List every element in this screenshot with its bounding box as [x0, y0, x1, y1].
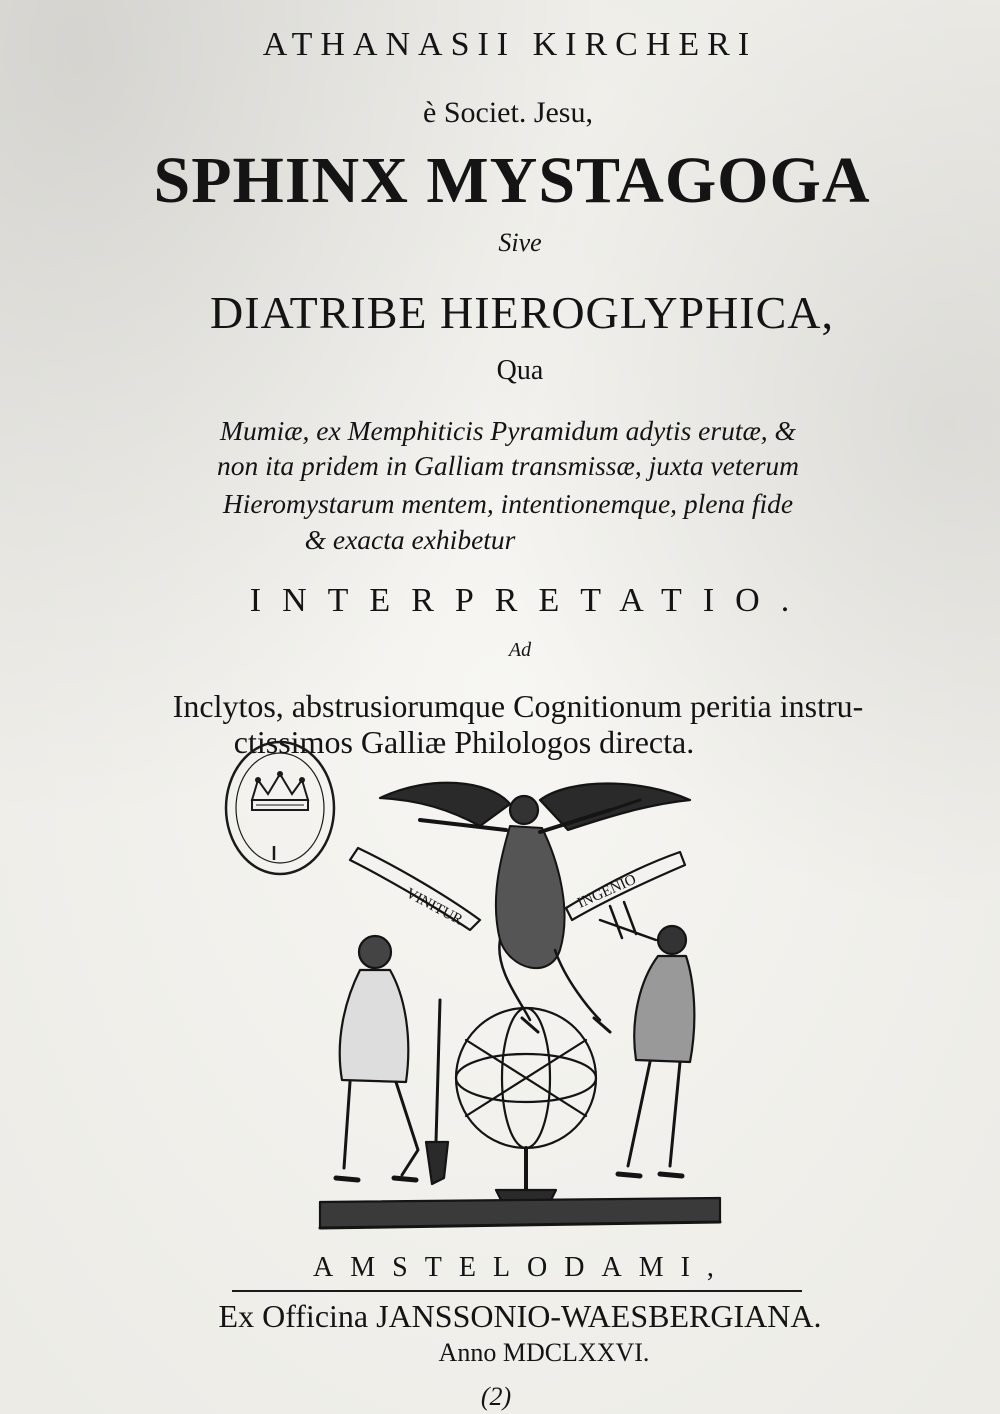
banner-right-text: INGENIO [575, 871, 639, 912]
dedication-line: Inclytos, abstrusiorumque Cognitionum peritia instru- [172, 688, 864, 724]
description-line: Hieromystarum mentem, intentionemque, plena fide [222, 488, 794, 519]
dedication-line: ctissimos Galliæ Philologos directa. [233, 724, 695, 760]
banner-left-text: VINITUR [403, 885, 466, 929]
ad-word: Ad [508, 639, 532, 661]
society-line: è Societ. Jesu, [423, 96, 593, 129]
description-line: non ita pridem in Galliam transmissæ, juxta veterum [216, 450, 800, 481]
imprint-publisher: Ex Officina JANSSONIO-WAESBERGIANA. [218, 1298, 822, 1334]
imprint-city: AMSTELODAMI, [313, 1252, 731, 1283]
imprint-rule [232, 1290, 802, 1292]
folio-number: (2) [480, 1382, 512, 1411]
sive-word: Sive [498, 228, 542, 257]
engraving-fame-figures-armillary-icon [310, 770, 730, 1240]
description-line: & exacta exhibetur [304, 524, 516, 555]
subtitle: DIATRIBE HIEROGLYPHICA, [209, 287, 835, 338]
author-name: ATHANASII KIRCHERI [262, 26, 758, 63]
main-title: SPHINX MYSTAGOGA [153, 144, 871, 217]
interpretatio-heading: INTERPRETATIO. [249, 582, 811, 619]
description-line: Mumiæ, ex Memphiticis Pyramidum adytis erutæ, & [220, 415, 796, 446]
qua-word: Qua [496, 355, 544, 386]
imprint-year: Anno MDCLXXVI. [438, 1338, 650, 1367]
